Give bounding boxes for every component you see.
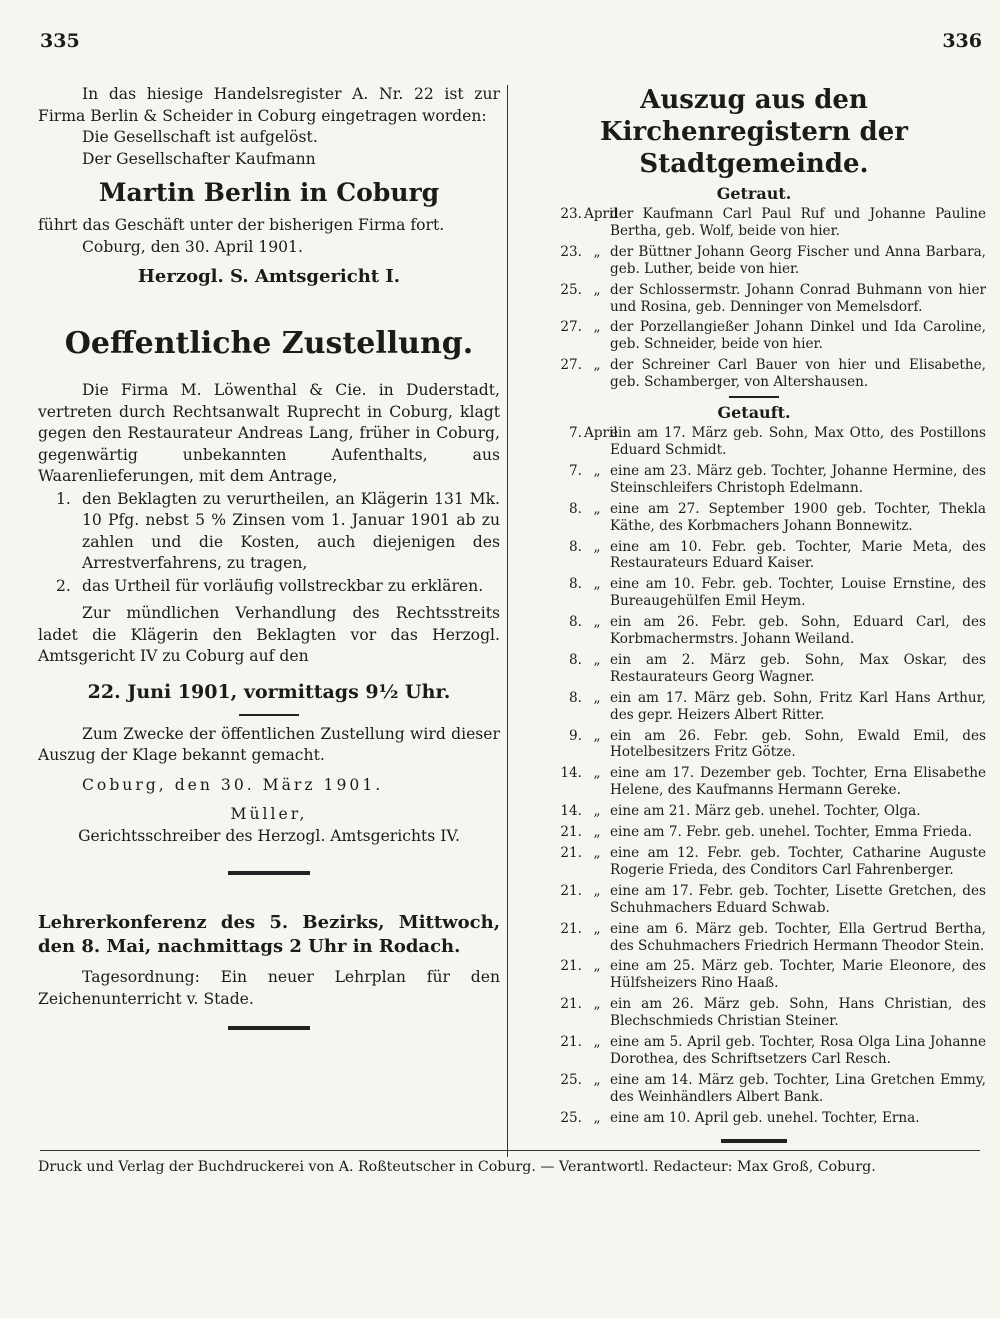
baptisms-heading: Getauft. <box>717 403 791 423</box>
claim-item <box>38 576 500 598</box>
entry-day: 21. <box>560 824 582 841</box>
business-continuation: führt das Geschäft unter der bisherigen Firma fort. <box>38 216 445 234</box>
entry-text: eine am 17. Dezember geb. Tochter, Erna Elisabethe Helene, des Kaufmanns Hermann Gereke. <box>610 765 986 799</box>
clerk-name: Müller, <box>230 805 308 823</box>
entry-month: „ <box>593 882 601 899</box>
entry-text: ein am 17. März geb. Sohn, Max Otto, des Postillons Eduard Schmidt. <box>610 425 986 458</box>
entry-day: 21. <box>560 996 582 1013</box>
entry-text: eine am 10. April geb. unehel. Tochter, Erna. <box>610 1109 920 1126</box>
baptism-entry <box>522 614 986 648</box>
baptism-entry <box>522 824 986 841</box>
separator <box>239 714 299 716</box>
entry-day: 8. <box>569 651 582 668</box>
entry-text: eine am 27. September 1900 geb. Tochter, Thekla Käthe, des Korbmachers Johann Bonnewitz. <box>610 500 986 534</box>
entry-day: 14. <box>560 765 582 782</box>
entry-day: 25. <box>560 281 582 298</box>
marriage-entry <box>522 206 986 240</box>
entry-day: 21. <box>560 958 582 975</box>
baptism-entry <box>522 539 986 573</box>
claim-number: 2. <box>56 576 71 595</box>
entry-month: „ <box>593 920 601 937</box>
claim-text: den Beklagten zu verurtheilen, an Klägerin 131 Mk. 10 Pfg. nebst 5 % Zinsen vom 1. Januar 1901 ab zu zahlen und die Kosten, auch diejenigen des Arrestverfahrens, zu tragen, <box>82 489 500 572</box>
marriages-list <box>522 206 986 391</box>
page-number-right: 336 <box>942 30 982 52</box>
entry-text: ein am 26. Febr. geb. Sohn, Eduard Carl, des Korbmachermstrs. Johann Weiland. <box>610 614 986 648</box>
date-line-2: Coburg, den 30. März 1901. <box>82 775 384 794</box>
baptism-entry <box>522 921 986 955</box>
entry-day: 9. <box>569 727 582 744</box>
entry-month: April <box>584 206 618 222</box>
column-divider <box>507 85 508 1157</box>
entry-text: eine am 23. März geb. Tochter, Johanne Hermine, des Steinschleifers Christoph Edelmann. <box>610 462 986 496</box>
entry-day: 8. <box>569 576 582 593</box>
baptisms-list <box>522 425 986 1127</box>
separator-thick <box>228 871 310 875</box>
date-line-1: Coburg, den 30. April 1901. <box>82 237 303 256</box>
baptism-entry <box>522 845 986 879</box>
baptism-entry <box>522 501 986 535</box>
entry-day: 21. <box>560 1034 582 1051</box>
entry-month: „ <box>593 576 601 593</box>
hearing-date: 22. Juni 1901, vormittags 9½ Uhr. <box>87 680 451 703</box>
hearing-paragraph: Zur mündlichen Verhandlung des Rechtsstreits ladet die Klägerin den Beklagten vor das Herzogl. Amtsgericht IV zu Coburg auf den <box>38 604 500 665</box>
entry-text: eine am 21. März geb. unehel. Tochter, Olga. <box>610 803 921 820</box>
footer-divider <box>40 1150 980 1151</box>
entry-month: „ <box>593 765 601 782</box>
entry-month: April <box>584 425 618 442</box>
entry-month: „ <box>593 1034 601 1051</box>
entry-day: 21. <box>560 920 582 937</box>
entry-month: „ <box>593 319 601 336</box>
separator-thick <box>721 1139 787 1143</box>
entry-month: „ <box>593 727 601 744</box>
claim-text: das Urtheil für vorläufig vollstreckbar zu erklären. <box>82 576 484 595</box>
entry-month: „ <box>593 824 601 841</box>
marriage-entry <box>522 319 986 353</box>
baptism-entry <box>522 883 986 917</box>
entry-month: „ <box>593 1071 601 1088</box>
entry-month: „ <box>593 958 601 975</box>
entry-text: ein am 17. März geb. Sohn, Fritz Karl Hans Arthur, des gepr. Heizers Albert Ritter. <box>610 689 986 723</box>
entry-text: eine am 7. Febr. geb. unehel. Tochter, Emma Frieda. <box>610 824 972 841</box>
agenda-paragraph: Tagesordnung: Ein neuer Lehrplan für den Zeichenunterricht v. Stade. <box>38 968 500 1008</box>
baptism-entry <box>522 958 986 992</box>
entry-text: der Büttner Johann Georg Fischer und Anna Barbara, geb. Luther, beide von hier. <box>610 243 986 277</box>
separator-thick <box>228 1026 310 1030</box>
clerk-title: Gerichtsschreiber des Herzogl. Amtsgerichts IV. <box>78 826 460 845</box>
entry-day: 7. <box>569 462 582 479</box>
right-column <box>522 84 986 1143</box>
entry-text: ein am 26. Febr. geb. Sohn, Ewald Emil, des Hotelbesitzers Fritz Götze. <box>610 727 986 761</box>
entry-day: 27. <box>560 319 582 336</box>
entry-day: 8. <box>569 500 582 517</box>
baptism-entry <box>522 728 986 762</box>
dissolution-line: Die Gesellschaft ist aufgelöst. <box>82 128 318 146</box>
imprint-footer: Druck und Verlag der Buchdruckerei von A. Roßteutscher in Coburg. — Verantwortl. Redacteur: Max Groß, Coburg. <box>38 1159 876 1175</box>
entry-text: ein am 26. März geb. Sohn, Hans Christian, des Blechschmieds Christian Steiner. <box>610 996 986 1030</box>
entry-text: eine am 10. Febr. geb. Tochter, Louise Ernstine, des Bureaugehülfen Emil Heym. <box>610 576 986 610</box>
baptism-entry <box>522 425 986 459</box>
church-register-title: Auszug aus den Kirchenregistern der Stadtgemeinde. <box>600 85 908 179</box>
baptism-entry <box>522 996 986 1030</box>
marriage-entry <box>522 282 986 316</box>
entry-text: eine am 6. März geb. Tochter, Ella Gertrud Bertha, des Schuhmachers Friedrich Hermann Theodor Stein. <box>610 920 986 954</box>
entry-text: der Porzellangießer Johann Dinkel und Ida Caroline, geb. Schneider, beide von hier. <box>610 319 986 353</box>
entry-month: „ <box>593 996 601 1013</box>
entry-month: „ <box>593 462 601 479</box>
entry-text: der Schreiner Carl Bauer von hier und Elisabethe, geb. Schamberger, von Altershausen. <box>610 357 986 391</box>
entry-day: 25. <box>560 1071 582 1088</box>
claims-list <box>38 489 500 598</box>
entry-day: 21. <box>560 845 582 861</box>
baptism-entry <box>522 576 986 610</box>
entry-text: eine am 12. Febr. geb. Tochter, Catharine Auguste Rogerie Frieda, des Conditors Carl Fahrenberger. <box>610 845 986 878</box>
entry-day: 8. <box>569 538 582 555</box>
entry-day: 14. <box>560 803 582 820</box>
entry-text: eine am 14. März geb. Tochter, Lina Gretchen Emmy, des Weinhändlers Albert Bank. <box>610 1071 986 1105</box>
entry-day: 23. <box>560 206 582 222</box>
baptism-entry <box>522 803 986 820</box>
entry-month: „ <box>593 243 601 260</box>
entry-month: „ <box>593 538 601 555</box>
entry-text: ein am 2. März geb. Sohn, Max Oskar, des Restaurateurs Georg Wagner. <box>610 651 986 685</box>
entry-month: „ <box>593 803 601 820</box>
partner-line: Der Gesellschafter Kaufmann <box>82 149 316 168</box>
entry-text: eine am 10. Febr. geb. Tochter, Marie Meta, des Restaurateurs Eduard Kaiser. <box>610 538 986 572</box>
partner-name: Martin Berlin in Coburg <box>98 178 440 207</box>
baptism-entry <box>522 1110 986 1127</box>
entry-text: eine am 17. Febr. geb. Tochter, Lisette Gretchen, des Schuhmachers Eduard Schwab. <box>610 882 986 916</box>
entry-month: „ <box>593 357 601 374</box>
entry-month: „ <box>593 651 601 668</box>
entry-text: eine am 5. April geb. Tochter, Rosa Olga Lina Johanne Dorothea, des Schriftsetzers Carl Resch. <box>610 1034 986 1067</box>
entry-month: „ <box>593 845 601 861</box>
entry-month: „ <box>593 500 601 517</box>
entry-day: 8. <box>569 689 582 706</box>
register-notice: In das hiesige Handelsregister A. Nr. 22 ist zur Firma Berlin & Scheider in Coburg eingetragen worden: <box>38 85 500 125</box>
baptism-entry <box>522 463 986 497</box>
entry-day: 8. <box>569 614 582 631</box>
marriage-entry <box>522 357 986 391</box>
baptism-entry <box>522 1072 986 1106</box>
baptism-entry <box>522 1034 986 1068</box>
entry-text: der Kaufmann Carl Paul Ruf und Johanne Pauline Bertha, geb. Wolf, beide von hier. <box>610 206 986 239</box>
entry-month: „ <box>593 689 601 706</box>
public-notice-heading: Oeffentliche Zustellung. <box>64 326 474 361</box>
claim-number: 1. <box>56 489 71 508</box>
entry-text: der Schlossermstr. Johann Conrad Buhmann von hier und Rosina, geb. Denninger von Memelsdorf. <box>610 281 986 315</box>
baptism-entry <box>522 765 986 799</box>
page-number-left: 335 <box>40 30 80 52</box>
entry-day: 27. <box>560 357 582 374</box>
entry-month: „ <box>593 614 601 631</box>
entry-month: „ <box>593 281 601 298</box>
left-column <box>38 84 500 1066</box>
entry-day: 25. <box>560 1109 582 1126</box>
entry-day: 23. <box>560 243 582 260</box>
court-signature-1: Herzogl. S. Amtsgericht I. <box>137 266 401 287</box>
entry-month: „ <box>593 1109 601 1126</box>
conference-heading: Lehrerkonferenz des 5. Bezirks, Mittwoch, den 8. Mai, nachmittags 2 Uhr in Rodach. <box>38 912 500 957</box>
separator <box>729 396 779 398</box>
baptism-entry <box>522 652 986 686</box>
entry-day: 7. <box>569 425 582 442</box>
claim-item <box>38 489 500 575</box>
lawsuit-paragraph: Die Firma M. Löwenthal & Cie. in Duderstadt, vertreten durch Rechtsanwalt Ruprecht in Coburg, klagt gegen den Restaurateur Andreas Lang, früher in Coburg, gegenwärtig unbekannten Aufenthalts, aus Waarenlieferungen, mit dem Antrage, <box>38 381 500 485</box>
marriages-heading: Getraut. <box>716 184 792 203</box>
entry-day: 21. <box>560 882 582 899</box>
baptism-entry <box>522 690 986 724</box>
marriage-entry <box>522 244 986 278</box>
publication-paragraph: Zum Zwecke der öffentlichen Zustellung wird dieser Auszug der Klage bekannt gemacht. <box>38 724 500 764</box>
entry-text: eine am 25. März geb. Tochter, Marie Eleonore, des Hülfsheizers Rino Haaß. <box>610 958 986 992</box>
